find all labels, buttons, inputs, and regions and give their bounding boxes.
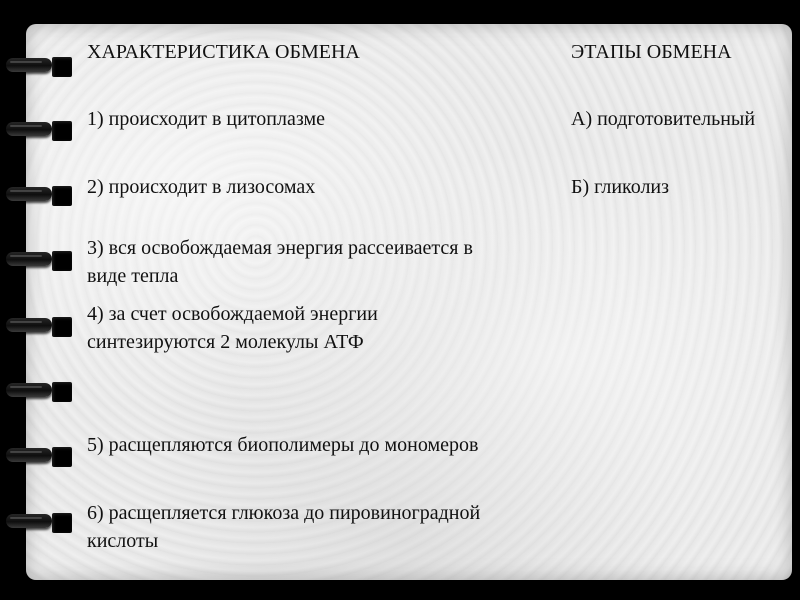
characteristics-header: ХАРАКТЕРИСТИКА ОБМЕНА: [87, 41, 360, 63]
stage-item-b: Б) гликолиз: [571, 176, 670, 198]
characteristic-item-3: 3) вся освобождаемая энергия рассеивается в виде тепла: [87, 237, 473, 287]
binding-ring: [6, 381, 72, 407]
binding-ring: [6, 185, 72, 211]
characteristic-item-6: 6) расщепляется глюкоза до пировиноградной кислоты: [87, 502, 481, 552]
binding-ring: [6, 250, 72, 276]
stages-header: ЭТАПЫ ОБМЕНА: [571, 41, 732, 63]
binding-ring: [6, 446, 72, 472]
binding-ring: [6, 56, 72, 82]
characteristic-item-1: 1) происходит в цитоплазме: [87, 108, 325, 130]
characteristic-item-2: 2) происходит в лизосомах: [87, 176, 316, 198]
binding-ring: [6, 120, 72, 146]
binding-ring: [6, 316, 72, 342]
stage-item-a: А) подготовительный: [571, 108, 756, 130]
binding-ring: [6, 512, 72, 538]
characteristic-item-5: 5) расщепляются биополимеры до мономеров: [87, 434, 479, 456]
spiral-binding: [0, 0, 80, 600]
characteristic-item-4: 4) за счет освобождаемой энергии синтезируются 2 молекулы АТФ: [87, 303, 378, 353]
